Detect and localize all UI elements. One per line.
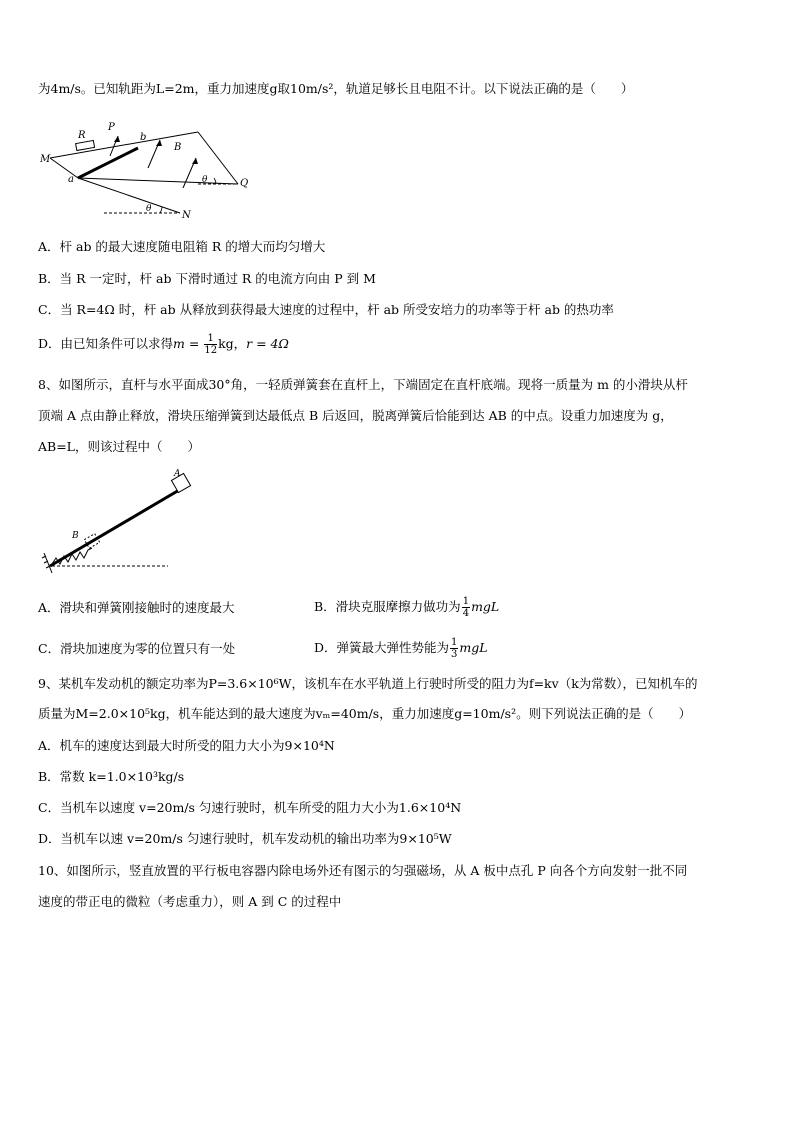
q7-option-d	[38, 331, 289, 357]
q8-line2: 顶端 A 点由静止释放，滑块压缩弹簧到达最低点 B 后返回，脱离弹簧后恰能到达 AB 的中点。设重力加速度为 g，	[38, 408, 673, 423]
q7-option-b: B．当 R 一定时，杆 ab 下滑时通过 R 的电流方向由 P 到 M	[38, 271, 376, 286]
q9-option-a: A．机车的速度达到最大时所受的阻力大小为9×10⁴N	[38, 738, 335, 753]
label-N: N	[182, 210, 191, 221]
label-B: B	[174, 142, 182, 153]
q7-d-lhs: m =	[173, 336, 200, 351]
label-B8: B	[72, 531, 79, 541]
q7-d-sep: ，	[233, 336, 247, 351]
q7-option-c: C．当 R=4Ω 时，杆 ab 从释放到获得最大速度的过程中，杆 ab 所受安培力的功率等于杆 ab 的热功率	[38, 302, 614, 317]
q7-d-unit: kg	[218, 336, 234, 351]
q9-line1: 9、某机车发动机的额定功率为P=3.6×10⁶W，该机车在水平轨道上行驶时所受的阻力为f=kv（k为常数），已知机车的	[38, 676, 698, 691]
q7-rail-diagram	[38, 118, 258, 226]
label-P: P	[108, 122, 115, 133]
q9-line2: 质量为M=2.0×10⁵kg，机车能达到的最大速度为vₘ=40m/s，重力加速度g=10m/s²。则下列说法正确的是（ ）	[38, 706, 692, 721]
label-R: R	[78, 130, 86, 141]
q9-option-c: C．当机车以速度 v=20m/s 匀速行驶时，机车所受的阻力大小为1.6×10⁴N	[38, 800, 462, 815]
q8-d-fraction: $\frac{1}{3}$	[451, 637, 458, 660]
label-b: b	[140, 132, 147, 143]
q7-option-d-text: D．由已知条件可以求得	[38, 336, 174, 351]
q8-option-c: C．滑块加速度为零的位置只有一处	[38, 641, 236, 656]
q8-incline-diagram	[38, 468, 198, 578]
q7-intro: 为4m/s。已知轨距为L=2m，重力加速度g取10m/s²，轨道足够长且电阻不计。以下说法正确的是（ ）	[38, 81, 634, 96]
q9-option-b: B．常数 k=1.0×10³kg/s	[38, 769, 185, 784]
label-a: a	[68, 174, 74, 185]
q7-d-r: r = 4Ω	[246, 336, 289, 351]
q8-option-d: D．弹簧最大弹性势能为 $\frac{1}{3}$ mgL	[314, 637, 488, 660]
label-Q: Q	[240, 178, 249, 189]
q7-option-a: A．杆 ab 的最大速度随电阻箱 R 的增大而均匀增大	[38, 239, 326, 254]
label-theta2: θ	[146, 204, 152, 214]
label-theta1: θ	[202, 175, 208, 185]
label-M: M	[40, 154, 51, 165]
q8-b-fraction: $\frac{1}{4}$	[462, 596, 470, 619]
q7-d-fraction: $\frac{1}{12}$	[204, 333, 218, 356]
q8-option-b: B．滑块克服摩擦力做功为 $\frac{1}{4}$ mgL	[314, 596, 500, 619]
q9-option-d: D．当机车以速 v=20m/s 匀速行驶时，机车发动机的输出功率为9×10⁵W	[38, 831, 452, 846]
q8-line1: 8、如图所示，直杆与水平面成30°角，一轻质弹簧套在直杆上，下端固定在直杆底端。现将一质量为 m 的小滑块从杆	[38, 377, 688, 392]
label-A: A	[174, 469, 181, 479]
q10-line1: 10、如图所示，竖直放置的平行板电容器内除电场外还有图示的匀强磁场，从 A 板中点孔 P 向各个方向发射一批不同	[38, 863, 688, 878]
q8-option-a: A．滑块和弹簧刚接触时的速度最大	[38, 600, 235, 615]
q10-line2: 速度的带正电的微粒（考虑重力），则 A 到 C 的过程中	[38, 894, 342, 909]
q8-line3: AB=L，则该过程中（ ）	[38, 439, 200, 454]
